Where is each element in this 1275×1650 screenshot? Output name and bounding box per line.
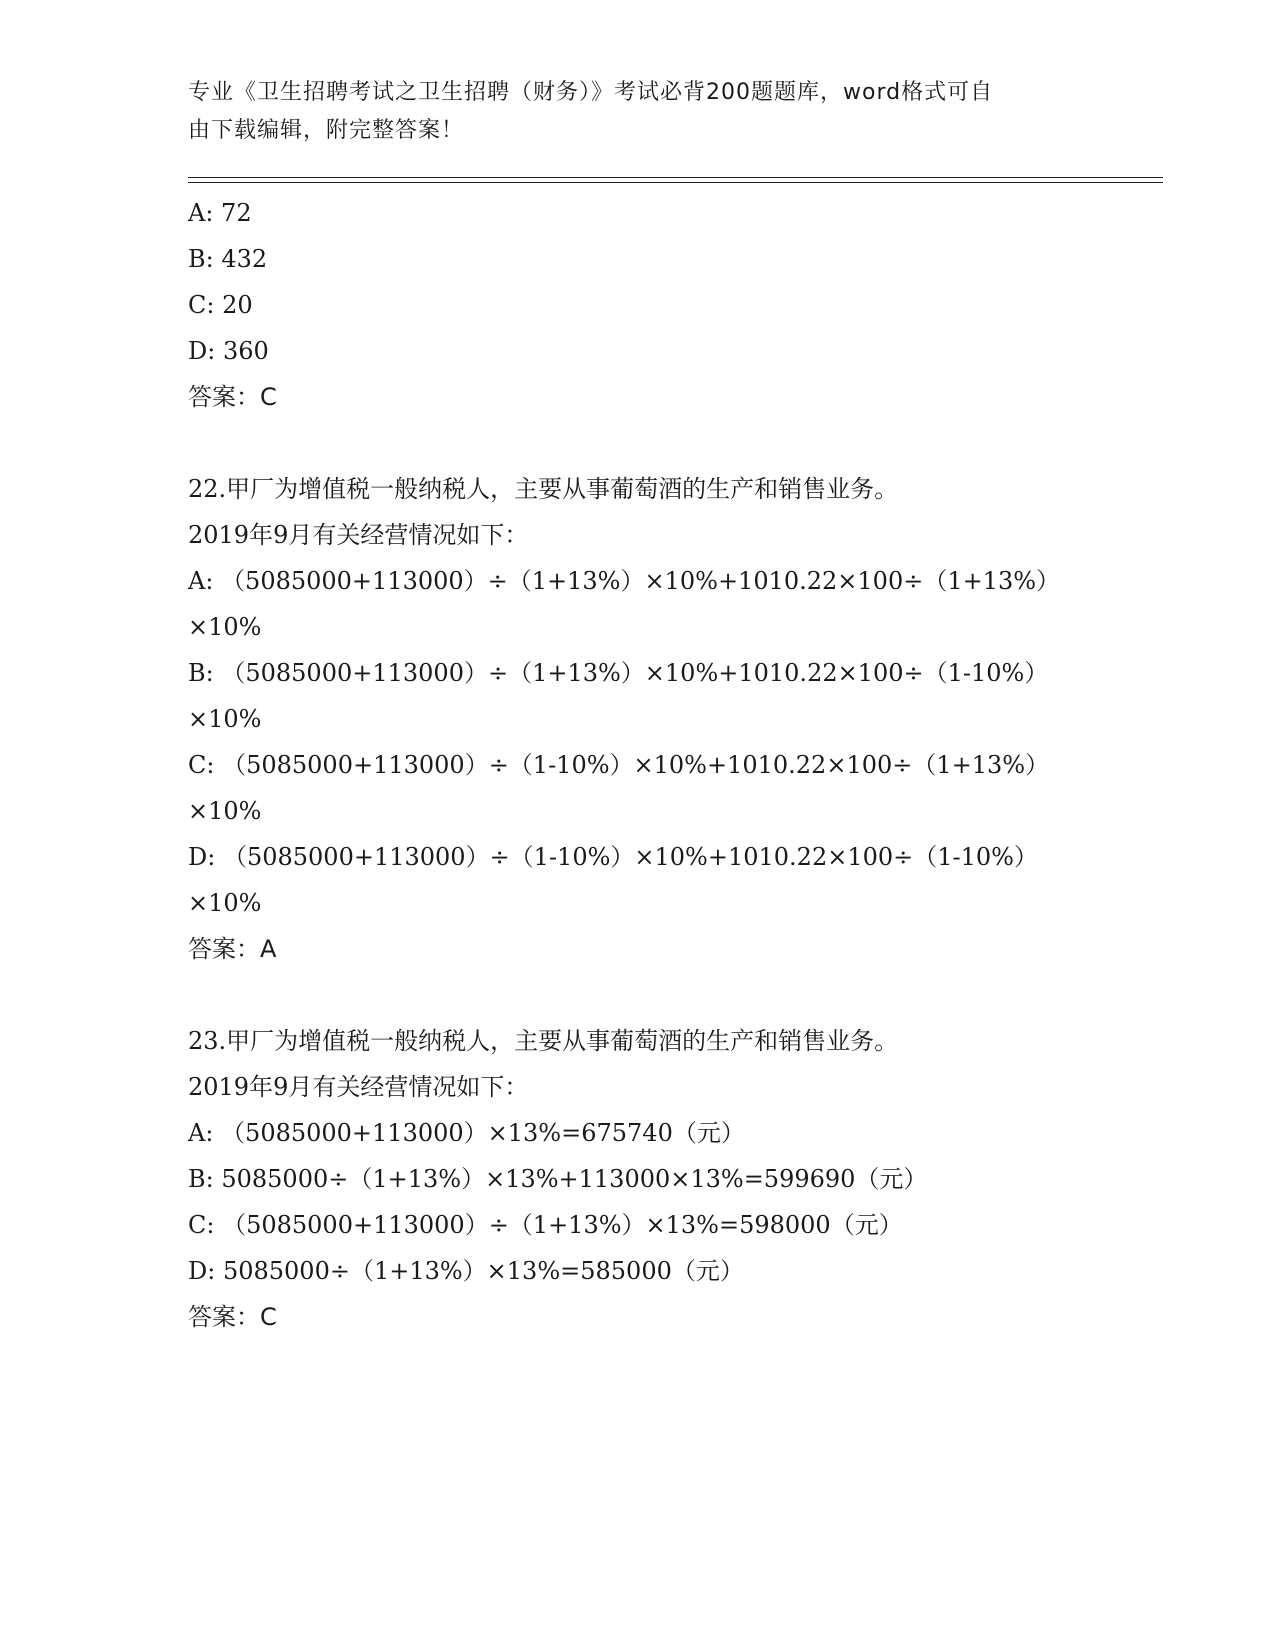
option-a: A: （5085000+113000）÷（1+13%）×10%+1010.22×100÷（1+13%） [188,567,1061,595]
spacer [188,420,1108,466]
question-stem-line-2: 2019年9月有关经营情况如下： [188,521,529,549]
question-23 [188,1018,1108,1340]
question-content [188,190,1108,1340]
option-d-continued: ×10% [188,889,262,917]
option-a: A: 72 [188,199,252,227]
answer-line: 答案：A [188,935,277,963]
option-c: C: （5085000+113000）÷（1-10%）×10%+1010.22×100÷（1+13%） [188,751,1050,779]
answer-line: 答案：C [188,1303,277,1331]
question-22 [188,466,1108,972]
spacer [188,972,1108,1018]
option-d: D: （5085000+113000）÷（1-10%）×10%+1010.22×100÷（1-10%） [188,843,1038,871]
header-divider-top [188,177,1163,178]
option-c: C: （5085000+113000）÷（1+13%）×13%=598000（元） [188,1211,903,1239]
option-b: B: （5085000+113000）÷（1+13%）×10%+1010.22×100÷（1-10%） [188,659,1049,687]
option-b: B: 432 [188,245,268,273]
option-c: C: 20 [188,291,253,319]
answer-line: 答案：C [188,383,277,411]
question-21-options [188,190,1108,420]
option-b: B: 5085000÷（1+13%）×13%+113000×13%=599690（元） [188,1165,928,1193]
question-stem-line-1: 22.甲厂为增值税一般纳税人，主要从事葡萄酒的生产和销售业务。 [188,475,899,503]
question-stem-line-1: 23.甲厂为增值税一般纳税人，主要从事葡萄酒的生产和销售业务。 [188,1027,899,1055]
header-line-2: 由下载编辑，附完整答案！ [188,118,465,143]
option-a: A: （5085000+113000）×13%=675740（元） [188,1119,745,1147]
option-c-continued: ×10% [188,797,262,825]
option-a-continued: ×10% [188,613,262,641]
option-b-continued: ×10% [188,705,262,733]
header-divider-bottom [188,182,1163,183]
document-header [188,74,1078,150]
question-stem-line-2: 2019年9月有关经营情况如下： [188,1073,529,1101]
option-d: D: 360 [188,337,269,365]
option-d: D: 5085000÷（1+13%）×13%=585000（元） [188,1257,744,1285]
header-line-1: 专业《卫生招聘考试之卫生招聘（财务）》考试必背200题题库，word格式可自 [188,80,994,105]
